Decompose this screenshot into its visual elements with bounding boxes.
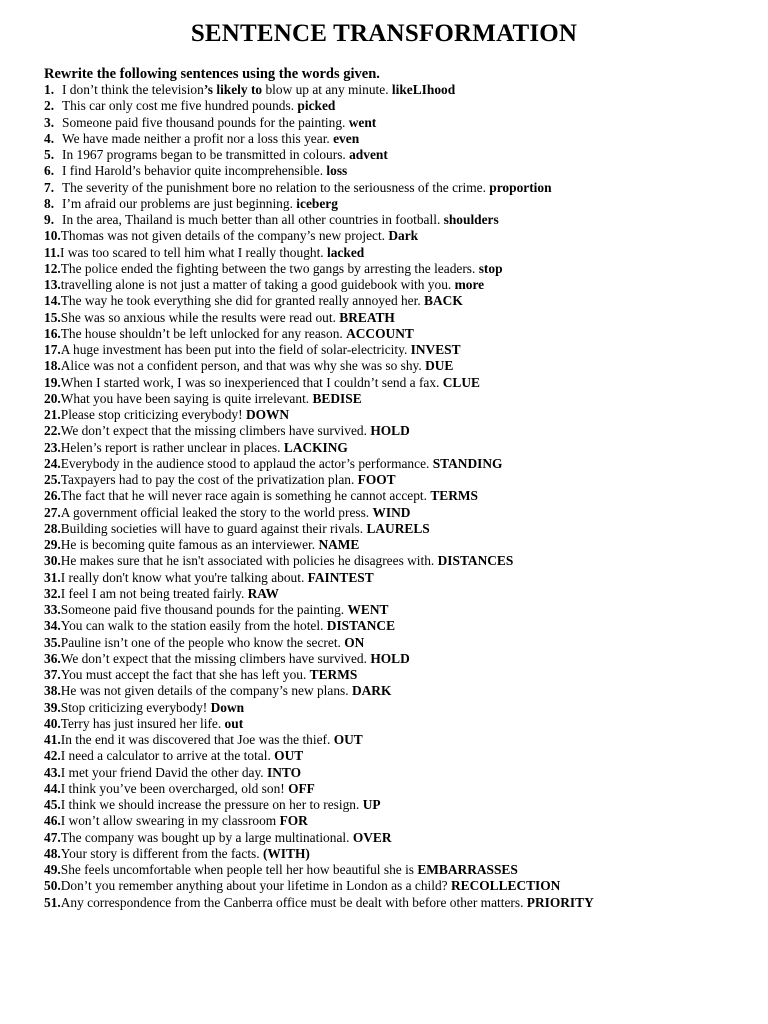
exercise-item	[44, 310, 760, 326]
item-keyword: UP	[362, 797, 381, 812]
item-sentence: He is becoming quite famous as an interviewer.	[60, 537, 319, 552]
item-keyword: NAME	[318, 537, 360, 552]
item-sentence: Your story is different from the facts.	[60, 845, 263, 861]
item-sentence: travelling alone is not just a matter of taking a good guidebook with you.	[60, 277, 455, 292]
item-sentence: Thomas was not given details of the company’s new project.	[60, 228, 389, 244]
item-number: 46.	[44, 813, 61, 829]
exercise-item	[44, 895, 760, 911]
exercise-item	[44, 228, 760, 244]
item-keyword: INVEST	[410, 342, 461, 357]
item-keyword: OVER	[352, 829, 392, 845]
exercise-item	[44, 537, 760, 553]
item-keyword: DISTANCES	[437, 553, 514, 569]
item-keyword: DUE	[425, 358, 454, 374]
item-sentence: Building societies will have to guard against their rivals.	[60, 520, 367, 536]
item-number: 12.	[44, 260, 61, 276]
item-keyword: TERMS	[309, 667, 358, 682]
item-number: 34.	[44, 618, 61, 634]
item-keyword: CLUE	[442, 374, 480, 390]
item-keyword: WENT	[347, 602, 389, 617]
item-number: 28.	[44, 520, 61, 536]
exercise-item	[44, 342, 760, 358]
item-sentence: I feel I am not being treated fairly.	[60, 585, 248, 601]
item-number: 30.	[44, 553, 61, 569]
exercise-item	[44, 375, 760, 391]
item-keyword: went	[348, 114, 377, 130]
item-number: 29.	[44, 537, 61, 552]
item-number: 51.	[44, 894, 61, 910]
item-number: 24.	[44, 455, 61, 471]
exercise-item	[44, 732, 760, 748]
exercise-item	[44, 505, 760, 521]
exercise-item	[44, 180, 760, 196]
exercise-item	[44, 277, 760, 293]
item-sentence: I’m afraid our problems are just beginning.	[62, 195, 297, 211]
item-number: 5.	[44, 147, 55, 162]
item-keyword: LACKING	[283, 439, 348, 455]
item-number: 1.	[44, 82, 55, 97]
item-number: 50.	[44, 878, 61, 894]
item-sentence: I think you’ve been overcharged, old son!	[60, 780, 289, 796]
item-sentence: I really don't know what you're talking about.	[60, 569, 308, 585]
item-number: 4.	[44, 130, 55, 146]
item-keyword: DISTANCE	[326, 618, 396, 634]
item-keyword: OUT	[274, 748, 304, 764]
item-sentence: Alice was not a confident person, and that was why she was so shy.	[60, 358, 426, 374]
item-keyword: ACCOUNT	[346, 325, 414, 341]
item-keyword: TERMS	[430, 488, 478, 504]
exercise-item	[44, 716, 760, 732]
item-sentence: We don’t expect that the missing climbers have survived.	[60, 423, 371, 439]
exercise-item	[44, 212, 760, 228]
item-sentence: This car only cost me five hundred pounds.	[62, 98, 298, 114]
exercise-item	[44, 456, 760, 472]
exercise-item	[44, 635, 760, 651]
item-keyword: proportion	[489, 179, 552, 195]
item-number: 42.	[44, 748, 61, 764]
item-number: 15.	[44, 309, 61, 325]
item-keyword: loss	[326, 163, 348, 179]
item-sentence: Taxpayers had to pay the cost of the privatization plan.	[60, 472, 358, 487]
item-keyword: PRIORITY	[526, 894, 594, 910]
item-number: 17.	[44, 342, 61, 357]
exercise-item	[44, 748, 760, 764]
item-keyword: WIND	[372, 504, 411, 520]
exercise-item	[44, 846, 760, 862]
item-number: 32.	[44, 585, 61, 601]
item-sentence: Stop criticizing everybody!	[60, 699, 211, 715]
item-number: 20.	[44, 390, 61, 406]
item-sentence: He makes sure that he isn't associated with policies he disagrees with.	[60, 553, 438, 569]
item-keyword: advent	[349, 147, 388, 162]
item-keyword: lacked	[327, 244, 365, 260]
item-number: 22.	[44, 423, 61, 439]
item-emphasis: ’s likely to	[203, 82, 263, 97]
item-keyword: more	[454, 277, 485, 292]
item-number: 16.	[44, 325, 61, 341]
exercise-item	[44, 98, 760, 114]
item-number: 2.	[44, 98, 55, 114]
item-keyword: BEDISE	[312, 390, 362, 406]
item-keyword: FAINTEST	[307, 569, 374, 585]
item-sentence: I need a calculator to arrive at the total.	[60, 748, 275, 764]
exercise-item	[44, 472, 760, 488]
item-number: 49.	[44, 862, 61, 877]
exercise-item	[44, 163, 760, 179]
item-keyword: FOOT	[357, 472, 396, 487]
exercise-item	[44, 147, 760, 163]
item-keyword: Down	[210, 699, 245, 715]
item-keyword: out	[224, 715, 244, 731]
item-keyword: LAURELS	[366, 520, 430, 536]
item-keyword: HOLD	[370, 423, 410, 439]
item-keyword: even	[333, 130, 360, 146]
item-number: 40.	[44, 715, 61, 731]
exercise-item	[44, 553, 760, 569]
exercise-item	[44, 651, 760, 667]
item-keyword: BACK	[424, 293, 463, 309]
item-sentence: The police ended the fighting between the two gangs by arresting the leaders.	[60, 260, 479, 276]
exercise-item	[44, 586, 760, 602]
item-number: 35.	[44, 634, 61, 650]
exercise-item	[44, 830, 760, 846]
item-number: 36.	[44, 650, 61, 666]
item-sentence: In the area, Thailand is much better than all other countries in football.	[62, 212, 444, 227]
item-sentence: Someone paid five thousand pounds for the painting.	[60, 602, 348, 617]
exercise-item	[44, 358, 760, 374]
item-number: 27.	[44, 504, 61, 520]
item-number: 3.	[44, 114, 55, 130]
exercise-item	[44, 131, 760, 147]
item-keyword: iceberg	[296, 195, 338, 211]
item-sentence: I met your friend David the other day.	[60, 764, 267, 780]
item-number: 6.	[44, 163, 55, 179]
item-keyword: STANDING	[432, 455, 503, 471]
exercise-item	[44, 797, 760, 813]
item-number: 13.	[44, 277, 61, 292]
item-sentence: I don’t think the television	[62, 82, 204, 97]
exercise-item	[44, 765, 760, 781]
item-sentence: A government official leaked the story to the world press.	[60, 504, 373, 520]
item-number: 45.	[44, 797, 61, 812]
exercise-item	[44, 813, 760, 829]
item-sentence: Please stop criticizing everybody!	[60, 407, 246, 422]
exercise-item	[44, 440, 760, 456]
item-number: 23.	[44, 439, 61, 455]
exercise-item	[44, 878, 760, 894]
item-number: 19.	[44, 374, 61, 390]
exercise-item	[44, 683, 760, 699]
item-sentence: The house shouldn’t be left unlocked for any reason.	[60, 325, 347, 341]
item-sentence: What you have been saying is quite irrelevant.	[60, 390, 313, 406]
item-sentence: Don’t you remember anything about your lifetime in London as a child?	[60, 878, 451, 894]
item-sentence: In 1967 programs began to be transmitted in colours.	[62, 147, 350, 162]
item-number: 9.	[44, 212, 55, 227]
item-sentence: Terry has just insured her life.	[60, 715, 225, 731]
item-number: 26.	[44, 488, 61, 504]
item-keyword: (WITH)	[262, 845, 310, 861]
item-number: 10.	[44, 228, 61, 244]
exercise-item	[44, 781, 760, 797]
item-keyword: RAW	[247, 585, 279, 601]
item-sentence: We don’t expect that the missing climbers have survived.	[60, 650, 371, 666]
item-sentence: She was so anxious while the results were read out.	[60, 309, 340, 325]
item-sentence: We have made neither a profit nor a loss this year.	[62, 130, 334, 146]
item-number: 21.	[44, 407, 61, 422]
exercise-item	[44, 618, 760, 634]
item-keyword: shoulders	[443, 212, 499, 227]
exercise-item	[44, 570, 760, 586]
exercise-item	[44, 488, 760, 504]
item-number: 47.	[44, 829, 61, 845]
item-sentence-cont: blow up at any minute.	[262, 82, 392, 97]
item-sentence: I find Harold’s behavior quite incomprehensible.	[62, 163, 327, 179]
item-keyword: OFF	[288, 780, 315, 796]
item-number: 41.	[44, 732, 61, 747]
page-title: SENTENCE TRANSFORMATION	[190, 20, 578, 47]
item-sentence: She feels uncomfortable when people tell her how beautiful she is	[60, 862, 418, 877]
item-sentence: Someone paid five thousand pounds for the painting.	[62, 114, 349, 130]
exercise-item	[44, 862, 760, 878]
exercise-item	[44, 115, 760, 131]
exercise-item	[44, 667, 760, 683]
item-sentence: You can walk to the station easily from the hotel.	[60, 618, 327, 634]
exercise-item	[44, 391, 760, 407]
item-number: 7.	[44, 179, 55, 195]
item-sentence: The way he took everything she did for granted really annoyed her.	[60, 293, 425, 309]
item-keyword: Dark	[388, 228, 419, 244]
exercise-item	[44, 407, 760, 423]
item-keyword: DARK	[351, 683, 392, 699]
item-keyword: DOWN	[245, 407, 290, 422]
item-sentence: Helen’s report is rather unclear in places.	[60, 439, 284, 455]
item-keyword: FOR	[279, 813, 308, 829]
item-sentence: The company was bought up by a large multinational.	[60, 829, 353, 845]
exercise-item	[44, 196, 760, 212]
item-keyword: HOLD	[370, 650, 410, 666]
item-sentence: I think we should increase the pressure on her to resign.	[60, 797, 363, 812]
item-sentence: Everybody in the audience stood to applaud the actor’s performance.	[60, 455, 433, 471]
exercise-item	[44, 82, 760, 98]
item-sentence: The fact that he will never race again is something he cannot accept.	[60, 488, 431, 504]
item-number: 43.	[44, 764, 61, 780]
exercise-item	[44, 700, 760, 716]
item-number: 44.	[44, 780, 61, 796]
item-keyword: EMBARRASSES	[417, 862, 518, 877]
item-number: 38.	[44, 683, 61, 699]
instructions: Rewrite the following sentences using the words given.	[44, 66, 380, 82]
exercise-item	[44, 423, 760, 439]
item-sentence: Any correspondence from the Canberra office must be dealt with before other matters.	[60, 894, 527, 910]
item-keyword: picked	[297, 98, 336, 114]
exercise-item	[44, 245, 760, 261]
item-keyword: stop	[478, 260, 503, 276]
item-number: 8.	[44, 195, 55, 211]
item-number: 14.	[44, 293, 61, 309]
item-sentence: I was too scared to tell him what I really thought.	[60, 244, 328, 260]
item-number: 31.	[44, 569, 61, 585]
item-number: 11.	[44, 244, 60, 260]
item-sentence: You must accept the fact that she has left you.	[60, 667, 310, 682]
item-sentence: He was not given details of the company’s new plans.	[60, 683, 352, 699]
item-keyword: ON	[344, 634, 365, 650]
item-number: 48.	[44, 845, 61, 861]
item-keyword: OUT	[333, 732, 363, 747]
exercise-item	[44, 326, 760, 342]
exercise-item	[44, 261, 760, 277]
item-number: 37.	[44, 667, 61, 682]
exercise-item	[44, 602, 760, 618]
exercise-item	[44, 293, 760, 309]
exercise-list	[44, 82, 760, 911]
item-sentence: The severity of the punishment bore no relation to the seriousness of the crime.	[62, 179, 490, 195]
item-keyword: BREATH	[339, 309, 395, 325]
item-keyword: INTO	[267, 764, 301, 780]
item-keyword: likeLIhood	[391, 82, 456, 97]
item-sentence: When I started work, I was so inexperienced that I couldn’t send a fax.	[60, 374, 443, 390]
item-number: 25.	[44, 472, 61, 487]
item-keyword: RECOLLECTION	[450, 878, 561, 894]
item-sentence: A huge investment has been put into the field of solar-electricity.	[60, 342, 411, 357]
item-number: 39.	[44, 699, 61, 715]
item-number: 18.	[44, 358, 61, 374]
item-sentence: I won’t allow swearing in my classroom	[60, 813, 280, 829]
item-sentence: Pauline isn’t one of the people who know the secret.	[60, 634, 345, 650]
item-sentence: In the end it was discovered that Joe was the thief.	[60, 732, 334, 747]
item-number: 33.	[44, 602, 61, 617]
exercise-item	[44, 521, 760, 537]
